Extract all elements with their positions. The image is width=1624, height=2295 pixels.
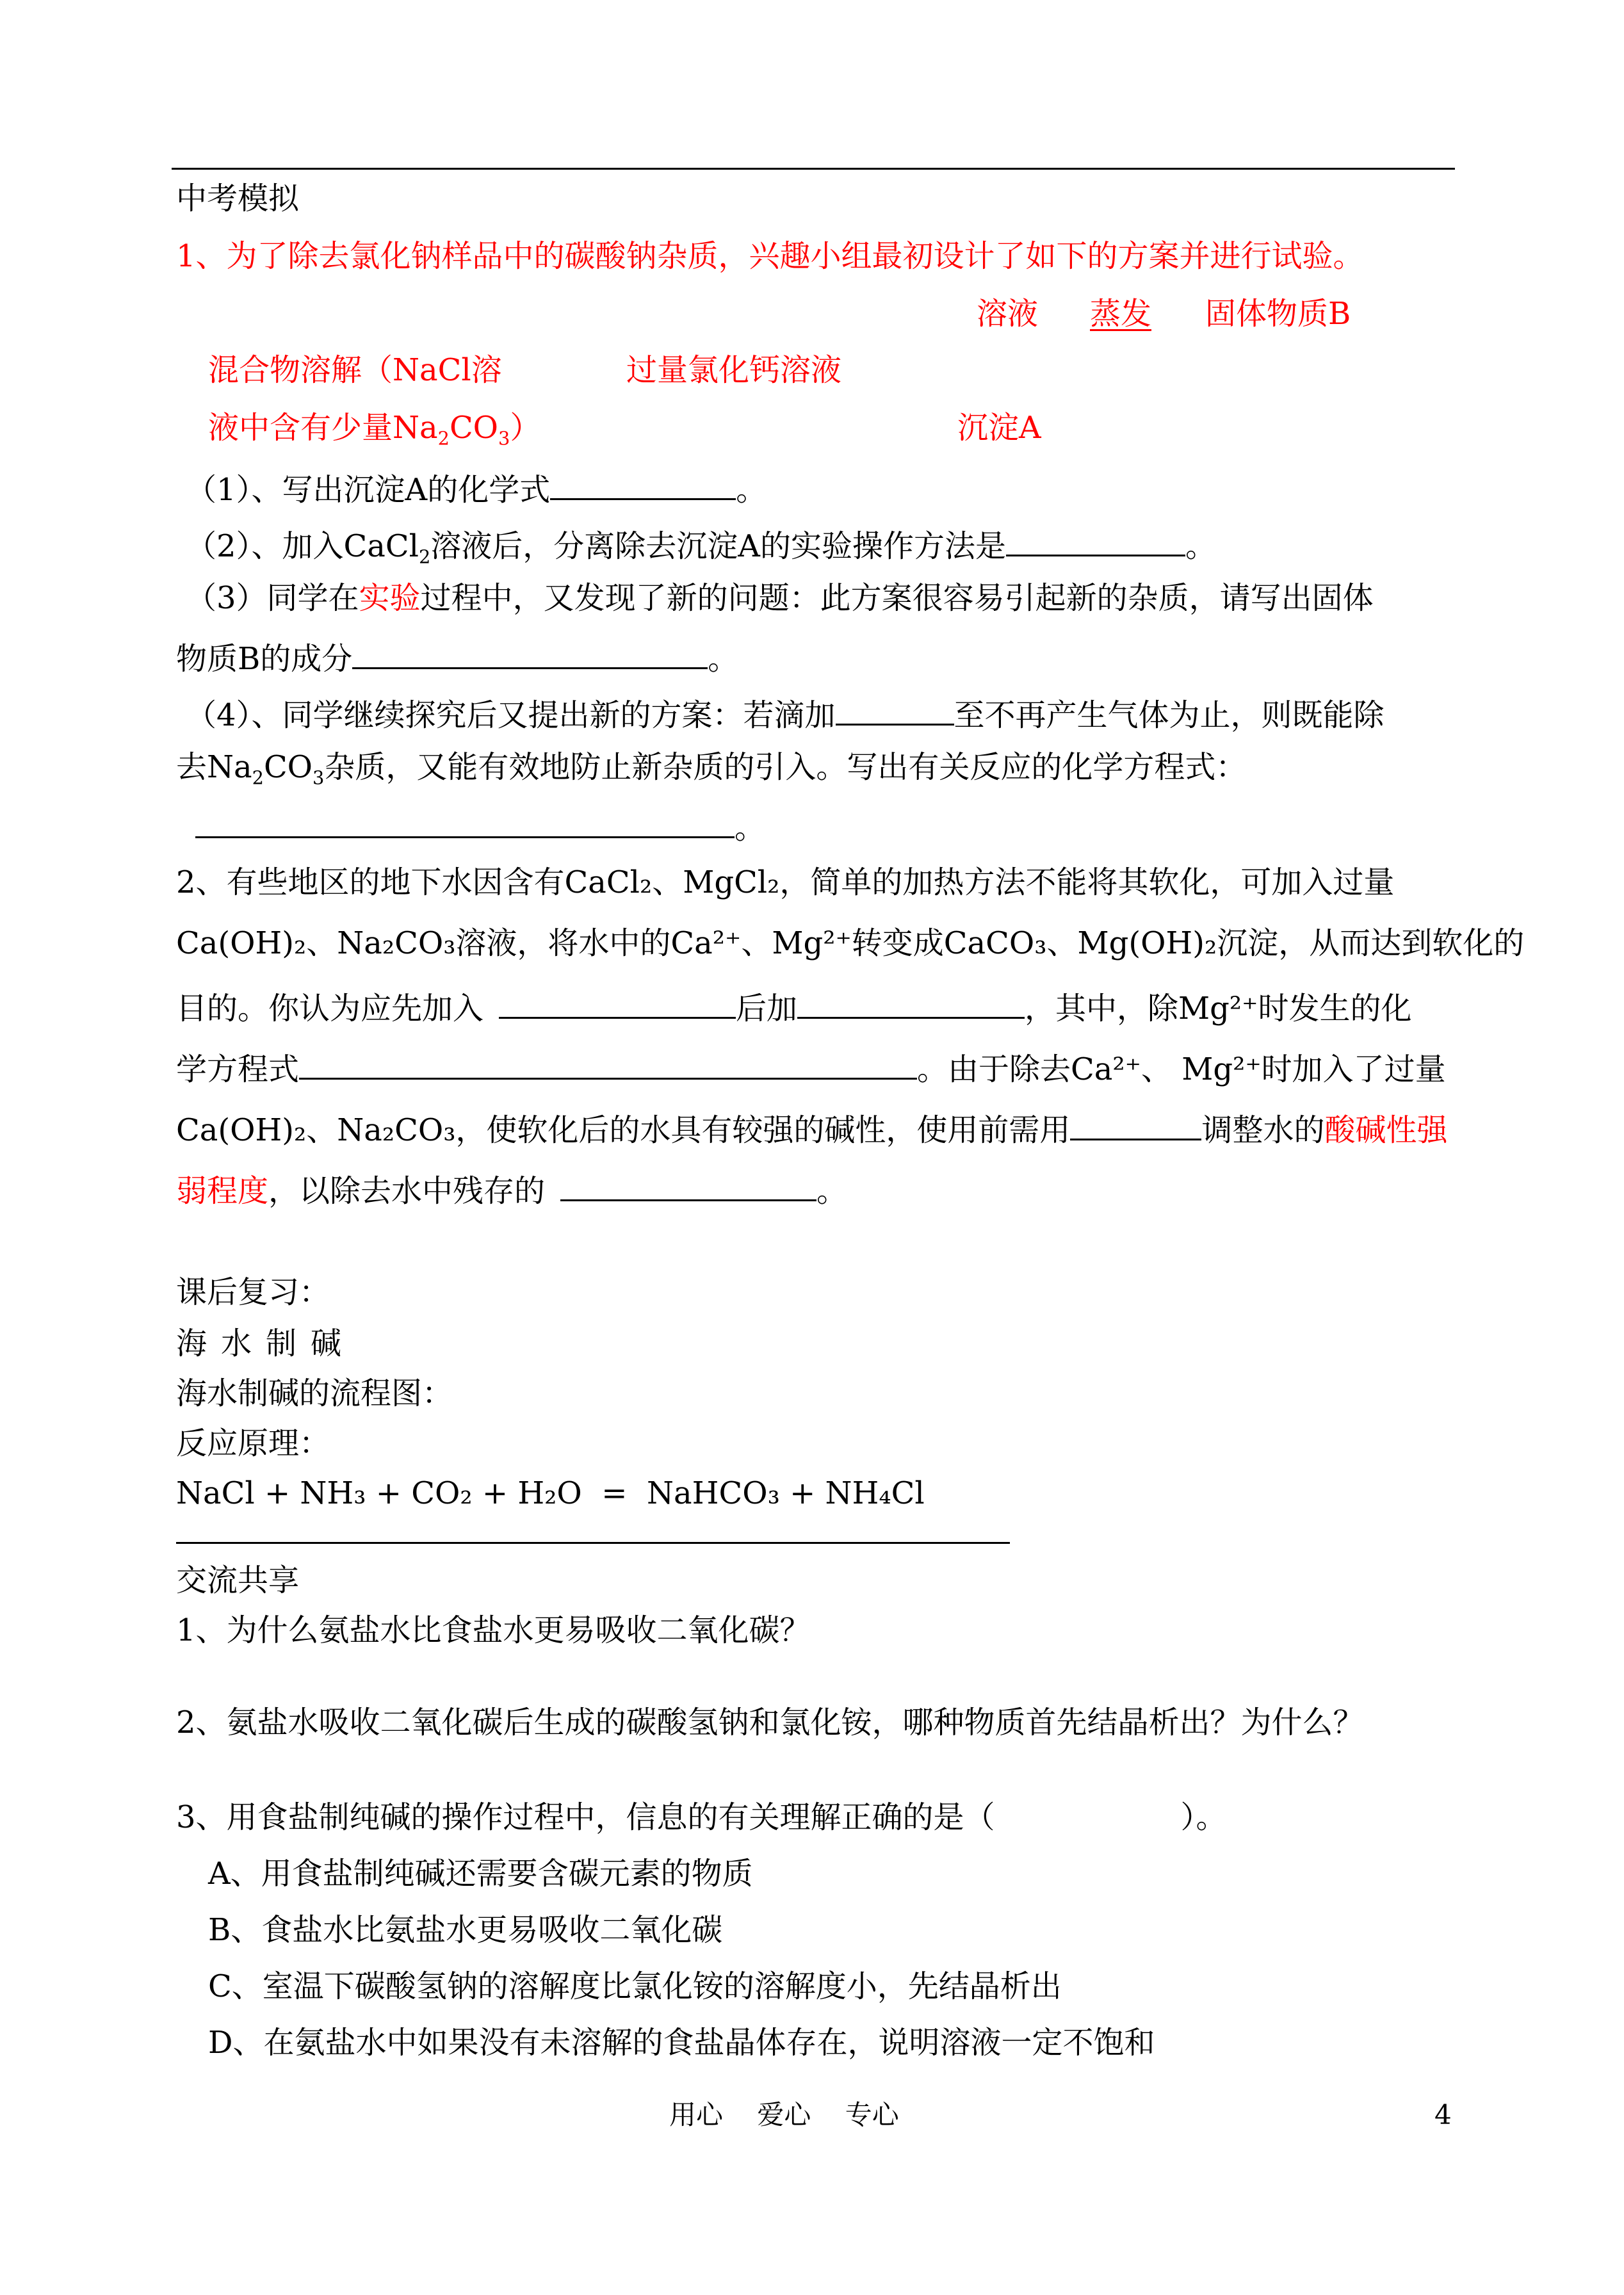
flow-mixture-line1: 混合物溶解（NaCl溶 [208,352,502,388]
mixture-text-a: 液中含有少量Na [208,410,438,446]
share-q3-end: ）。 [1180,1799,1227,1835]
q1-part4b-text-c: 杂质，又能有效地防止新杂质的引入。写出有关反应的化学方程式： [324,749,1247,785]
answer-blank[interactable] [1006,524,1185,556]
share-title: 交流共享 [176,1562,300,1598]
option-c[interactable]: C、室温下碳酸氢钠的溶解度比氯化铵的溶解度小，先结晶析出 [208,1968,1062,2004]
q2-line4 [176,1047,1446,1089]
flow-solution-label: 溶液 [977,296,1039,332]
q2-line5-text-b: 调整水的 [1201,1112,1325,1148]
answer-blank[interactable] [550,467,736,500]
flow-reagent-label: 过量氯化钙溶液 [626,352,842,388]
flow-solid-b-label: 固体物质B [1205,296,1351,332]
q1-part3b-text: 物质B的成分 [176,641,353,677]
q2-line6-red: 弱程度 [176,1173,269,1209]
q1-part2-text-b: 溶液后，分离除去沉淀A的实验操作方法是 [430,528,1006,564]
reaction-equation: NaCl + NH₃ + CO₂ + H₂O = NaHCO₃ + NH₄Cl [176,1475,925,1511]
q1-part2-text: （2）、加入CaCl [186,528,419,564]
share-question-1: 1、为什么氨盐水比食盐水更易吸收二氧化碳？ [176,1612,811,1648]
q2-line3-text: 目的。你认为应先加入 [176,991,484,1026]
q2-line2: Ca(OH)₂、Na₂CO₃溶液，将水中的Ca²⁺、Mg²⁺转变成CaCO₃、Mg(OH)₂沉淀，从而达到软化的 [176,925,1525,961]
q1-part3-red: 实验 [359,580,421,616]
mixture-text-b: CO [449,410,499,446]
q1-part4-line2 [176,749,1247,789]
share-question-2: 2、氨盐水吸收二氧化碳后生成的碳酸氢钠和氯化铵，哪种物质首先结晶析出？为什么？ [176,1705,1364,1740]
answer-blank[interactable] [352,637,708,669]
q1-part1 [186,467,767,509]
q1-part3-text: （3）同学在 [186,580,359,616]
review-title: 课后复习： [176,1274,330,1310]
q2-line6-end: 。 [816,1173,848,1209]
q1-part2-end: 。 [1185,528,1216,564]
q2-line1: 2、有些地区的地下水因含有CaCl₂、MgCl₂，简单的加热方法不能将其软化，可加入过量 [176,864,1395,900]
q1-part4-text: （4）、同学继续探究后又提出新的方案：若滴加 [186,697,836,733]
q1-part3b-end: 。 [708,641,739,677]
q1-part3 [186,580,1374,617]
answer-blank[interactable] [499,986,736,1019]
mixture-text-c: ） [510,410,541,446]
q1-part4b-text: 去Na [176,749,252,785]
answer-blank[interactable] [299,1047,917,1080]
q1-part4c-end: 。 [735,810,766,846]
q2-line3 [176,986,1412,1028]
review-principle-label: 反应原理： [176,1425,330,1461]
answer-blank[interactable] [195,806,735,838]
q1-part4-text-b: 至不再产生气体为止，则既能除 [954,697,1384,733]
q2-line3-text-b: 后加 [736,991,798,1026]
q1-part3-text-b: 过程中，又发现了新的问题：此方案很容易引起新的杂质，请写出固体 [420,580,1374,616]
q1-part4-line3 [195,806,765,847]
q1-stem: 1、为了除去氯化钠样品中的碳酸钠杂质，兴趣小组最初设计了如下的方案并进行试验。 [176,238,1364,274]
mixture-sub-b: 3 [498,427,510,450]
q2-line5 [176,1108,1447,1149]
answer-blank[interactable] [1070,1108,1201,1140]
share-question-3 [176,1799,1227,1837]
q2-line6 [176,1169,847,1210]
q1-part4b-sub: 2 [252,766,264,789]
answer-blank[interactable] [797,986,1025,1019]
flow-mixture-line2 [208,410,541,450]
q2-line3-text-c: ，其中，除Mg²⁺时发生的化 [1025,991,1412,1026]
answer-blank[interactable] [836,693,954,726]
option-b[interactable]: B、食盐水比氨盐水更易吸收二氧化碳 [208,1912,723,1948]
q2-line5-red: 酸碱性强 [1324,1112,1448,1148]
mixture-sub-a: 2 [437,427,450,450]
q2-line4-text-b: 。由于除去Ca²⁺、 Mg²⁺时加入了过量 [917,1051,1446,1087]
review-topic: 海水制碱 [176,1326,356,1361]
q2-line6-text: ，以除去水中残存的 [268,1173,546,1209]
option-d[interactable]: D、在氨盐水中如果没有未溶解的食盐晶体存在，说明溶液一定不饱和 [208,2025,1155,2061]
q2-line5-text: Ca(OH)₂、Na₂CO₃，使软化后的水具有较强的碱性，使用前需用 [176,1112,1071,1148]
header-rule [172,168,1455,170]
q1-part4b-text-b: CO [263,749,313,785]
flow-precipitate-a-label: 沉淀A [957,410,1041,446]
q1-part2-sub: 2 [418,546,431,568]
option-a[interactable]: A、用食盐制纯碱还需要含碳元素的物质 [208,1856,753,1892]
review-flowchart-label: 海水制碱的流程图： [176,1375,453,1411]
q1-part1-text: （1）、写出沉淀A的化学式 [186,472,551,508]
q1-part3-line2 [176,637,738,678]
q1-part1-end: 。 [736,472,767,508]
section-title: 中考模拟 [176,181,300,216]
q1-part4 [186,693,1384,734]
page-number: 4 [1434,2099,1452,2130]
flow-evaporate-label: 蒸发 [1090,296,1152,332]
answer-blank[interactable] [560,1169,816,1201]
section-divider [176,1542,1010,1544]
q2-line4-text: 学方程式 [176,1051,300,1087]
footer-slogan: 用心 爱心 专心 [669,2099,899,2130]
share-q3-text: 3、用食盐制纯碱的操作过程中，信息的有关理解正确的是（ [176,1799,995,1835]
q1-part4b-sub2: 3 [313,766,325,789]
q1-part2 [186,524,1216,568]
